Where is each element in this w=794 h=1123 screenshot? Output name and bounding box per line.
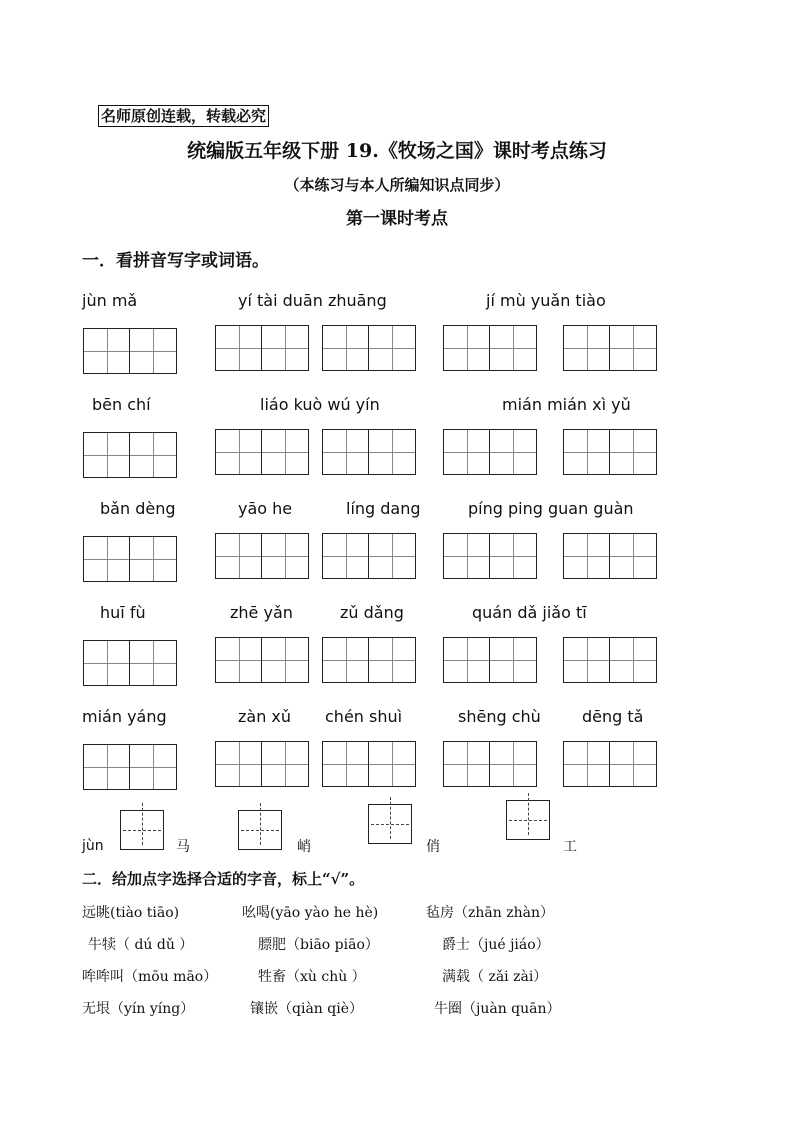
pinyin-label: jùn mǎ [82, 291, 138, 310]
pinyin-label: mián mián xì yǔ [502, 395, 631, 414]
pronunciation-choice[interactable]: 无垠（yín yíng） [82, 1001, 195, 1017]
writing-grid[interactable] [83, 744, 177, 790]
pinyin-label: zàn xǔ [238, 707, 292, 726]
writing-grid[interactable] [443, 533, 537, 579]
writing-grid[interactable] [215, 637, 309, 683]
writing-grid[interactable] [215, 325, 309, 371]
writing-grid[interactable] [322, 637, 416, 683]
writing-grid[interactable] [322, 741, 416, 787]
writing-grid[interactable] [215, 533, 309, 579]
character-hint: 俏 [426, 839, 440, 855]
pronunciation-choice[interactable]: 牛犊（ dú dǔ ） [88, 937, 194, 953]
writing-grid[interactable] [443, 325, 537, 371]
character-hint: 工 [563, 839, 577, 855]
pronunciation-choice[interactable]: 爵士（jué jiáo） [442, 937, 550, 953]
page-title: 统编版五年级下册 19.《牧场之国》课时考点练习 [187, 140, 607, 162]
pinyin-label: mián yáng [82, 707, 167, 726]
pronunciation-choice[interactable]: 哞哞叫（mōu māo） [82, 969, 218, 985]
writing-grid[interactable] [443, 429, 537, 475]
writing-grid[interactable] [215, 429, 309, 475]
lesson-heading: 第一课时考点 [346, 209, 448, 229]
pronunciation-choice[interactable]: 镶嵌（qiàn qiè） [250, 1001, 363, 1017]
writing-grid[interactable] [322, 429, 416, 475]
single-char-box[interactable] [506, 800, 550, 840]
pinyin-label: dēng tǎ [582, 707, 644, 726]
pronunciation-choice[interactable]: 毡房（zhān zhàn） [426, 905, 554, 921]
pronunciation-choice[interactable]: 牛圈（juàn quān） [434, 1001, 561, 1017]
section-1-heading: 一．看拼音写字或词语。 [82, 251, 269, 271]
pinyin-label: líng dang [346, 499, 421, 518]
writing-grid[interactable] [83, 328, 177, 374]
pronunciation-choice[interactable]: 远眺(tiào tiāo) [82, 905, 180, 921]
pronunciation-choice[interactable]: 吆喝(yāo yào he hè) [242, 905, 379, 921]
section-2-heading: 二．给加点字选择合适的字音，标上“√”。 [82, 870, 365, 888]
pronunciation-choice[interactable]: 满载（ zǎi zài） [442, 969, 548, 985]
pinyin-label: zǔ dǎng [340, 603, 404, 622]
writing-grid[interactable] [443, 637, 537, 683]
pinyin-label: bēn chí [92, 395, 151, 414]
writing-grid[interactable] [322, 533, 416, 579]
pinyin-label: yāo he [238, 499, 293, 518]
pinyin-label: jí mù yuǎn tiào [486, 291, 606, 310]
single-char-box[interactable] [120, 810, 164, 850]
single-char-box[interactable] [368, 804, 412, 844]
pronunciation-choice[interactable]: 牲畜（xù chù ） [258, 969, 366, 985]
character-hint: 峭 [297, 839, 311, 855]
writing-grid[interactable] [83, 640, 177, 686]
pinyin-label: liáo kuò wú yín [260, 395, 380, 414]
page-subtitle: （本练习与本人所编知识点同步） [284, 176, 510, 194]
character-hint: 马 [176, 839, 190, 855]
writing-grid[interactable] [563, 741, 657, 787]
pinyin-label: huī fù [100, 603, 146, 622]
single-char-box[interactable] [238, 810, 282, 850]
pinyin-label: quán dǎ jiǎo tī [472, 603, 587, 622]
pinyin-label: shēng chù [458, 707, 541, 726]
writing-grid[interactable] [322, 325, 416, 371]
writing-grid[interactable] [83, 536, 177, 582]
writing-grid[interactable] [563, 533, 657, 579]
pinyin-label: zhē yǎn [230, 603, 293, 622]
writing-grid[interactable] [563, 429, 657, 475]
pinyin-label: jùn [82, 838, 104, 854]
copyright-tag: 名师原创连载，转载必究 [98, 105, 269, 127]
writing-grid[interactable] [563, 637, 657, 683]
writing-grid[interactable] [443, 741, 537, 787]
writing-grid[interactable] [563, 325, 657, 371]
pinyin-label: yí tài duān zhuāng [238, 291, 387, 310]
writing-grid[interactable] [83, 432, 177, 478]
writing-grid[interactable] [215, 741, 309, 787]
pinyin-label: bǎn dèng [100, 499, 176, 518]
pronunciation-choice[interactable]: 膘肥（biāo piāo） [258, 937, 379, 953]
pinyin-label: píng ping guan guàn [468, 499, 634, 518]
pinyin-label: chén shuì [325, 707, 403, 726]
